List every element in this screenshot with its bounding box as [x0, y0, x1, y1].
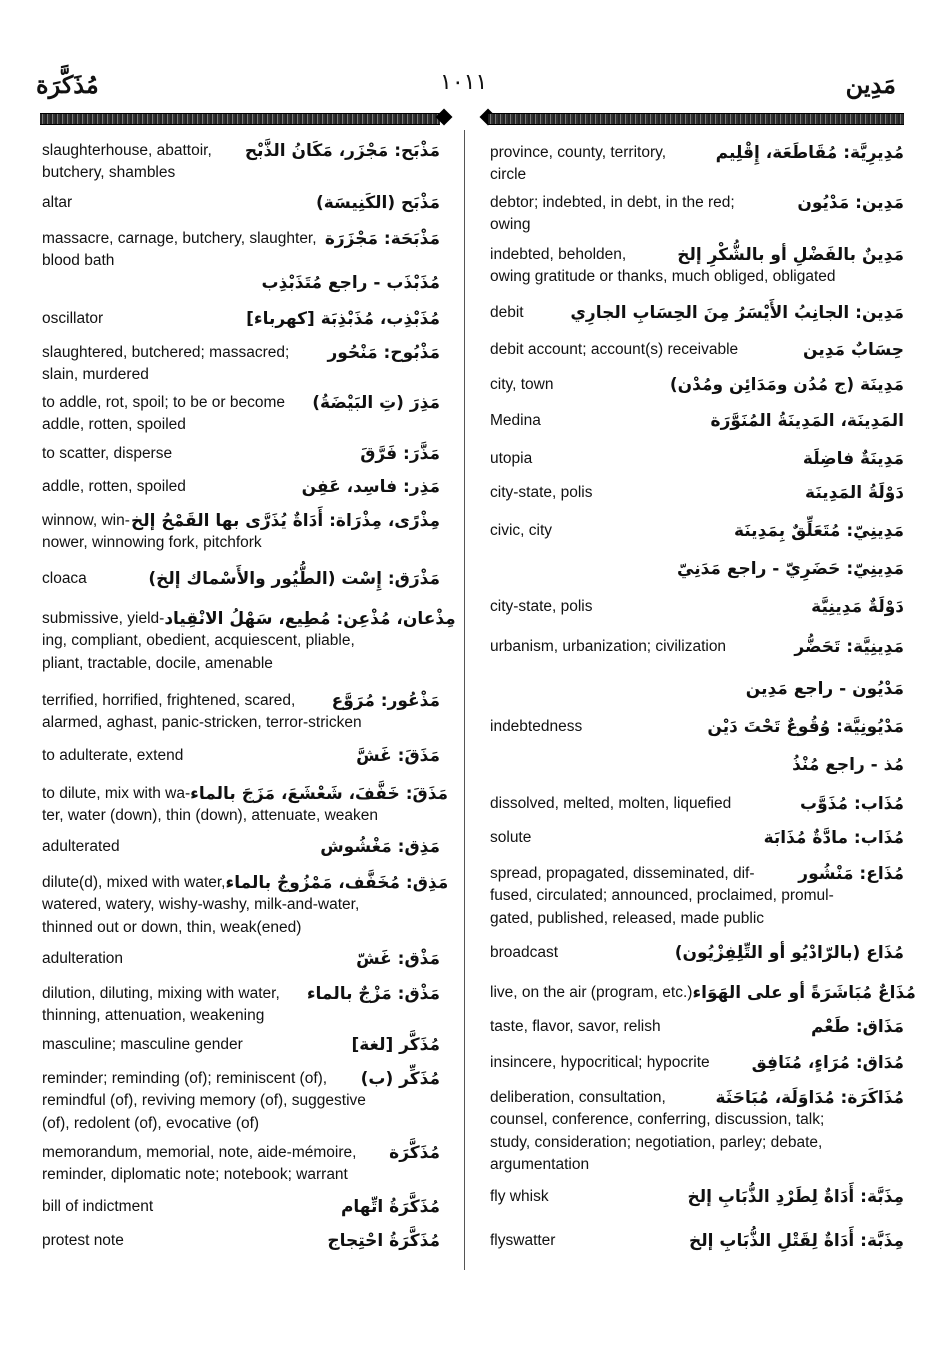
arabic-headword: مَدِينِيَّة: تَحَضُّر	[794, 637, 904, 657]
entry-first-line	[490, 192, 904, 214]
entry-first-line	[42, 228, 440, 250]
arabic-headword: مَذْق: مَزْجٌ بالماء	[306, 984, 440, 1004]
entry-first-line	[42, 443, 440, 465]
guide-word-right: مَدِين	[845, 70, 896, 99]
english-definition: city-state, polis	[490, 484, 593, 501]
english-definition: reminder; reminding (of); reminiscent (of),	[42, 1070, 328, 1087]
definition-continuation: fused, circulated; announced, proclaimed, promul-	[490, 887, 834, 904]
arabic-headword: مَدِينَةٌ فاضِلَة	[802, 449, 904, 469]
entry-first-line	[42, 392, 440, 414]
arabic-headword: مَذَقَ: غَشَّ	[356, 746, 440, 766]
dictionary-entry	[42, 872, 449, 939]
arabic-headword: مِذْعان، مُذْعِن: مُطِيع، سَهْلُ الانْقِياد	[164, 609, 456, 629]
english-definition: deliberation, consultation,	[490, 1089, 666, 1106]
dictionary-entry	[490, 558, 904, 580]
arabic-headword: دَوْلَةٌ مَدِينِيَّة	[811, 597, 904, 617]
dictionary-entry	[42, 1142, 440, 1187]
dictionary-entry	[42, 308, 440, 330]
arabic-headword: مَدِين: مَدْيُون	[797, 193, 904, 213]
dictionary-entry	[490, 1186, 904, 1208]
header-rule-right	[488, 113, 904, 125]
dictionary-entry	[490, 142, 904, 187]
arabic-headword: مَذْبَحَة: مَجْزَرَة	[324, 229, 440, 249]
dictionary-entry	[490, 863, 904, 930]
arabic-headword: مَذْعُور: مُرَوَّع	[331, 691, 440, 711]
dictionary-entry	[42, 228, 440, 273]
arabic-headword: مُذَبْذَب - راجع مُتَذَبْذِب	[261, 273, 440, 293]
dictionary-entry	[490, 410, 904, 432]
dictionary-entry	[42, 510, 440, 555]
arabic-headword: حِسَابٌ مَدِين	[803, 340, 904, 360]
entry-first-line	[42, 308, 440, 330]
dictionary-entry	[42, 1230, 440, 1252]
dictionary-entry	[490, 942, 904, 964]
dictionary-entry	[490, 192, 904, 237]
definition-continuation: butchery, shambles	[42, 164, 176, 181]
entry-first-line	[42, 1142, 440, 1164]
entry-first-line	[490, 1087, 904, 1109]
arabic-headword: مَذْبَح: مَجْزَر، مَكَانُ الذَّبْح	[244, 141, 440, 161]
english-definition: dilute(d), mixed with water,	[42, 874, 226, 891]
definition-continuation: thinned out or down, thin, weak(ened)	[42, 918, 302, 936]
english-definition: adulteration	[42, 950, 124, 967]
dictionary-entry	[490, 520, 904, 542]
definition-continuation: owing gratitude or thanks, much obliged, obligated	[490, 268, 836, 285]
entry-first-line	[490, 302, 904, 324]
entry-first-line	[490, 716, 904, 738]
arabic-headword: مُذَاكَرَة: مُدَاوَلَة، مُبَاحَثَة	[715, 1088, 904, 1108]
dictionary-entry	[42, 836, 440, 858]
entry-first-line	[42, 140, 440, 162]
entry-first-line	[42, 836, 440, 858]
english-definition: cloaca	[42, 570, 87, 587]
arabic-headword: مَدِينَة (ج مُدُن ومَدَائِن ومُدْن)	[669, 375, 904, 395]
entry-first-line	[490, 448, 904, 470]
entry-first-line	[42, 690, 440, 712]
english-definition: urbanism, urbanization; civilization	[490, 638, 727, 655]
english-definition: slaughterhouse, abattoir,	[42, 142, 212, 159]
english-definition: indebtedness	[490, 718, 583, 735]
english-definition: debtor; indebted, in debt, in the red;	[490, 194, 735, 211]
dictionary-entry	[42, 192, 440, 214]
arabic-headword: مَذْبَح (الكَنِيسَة)	[315, 193, 440, 213]
arabic-headword: مَذِق: مُخَفَّف، مَمْزُوجٌ بالماء	[225, 873, 449, 893]
entry-first-line	[490, 1016, 904, 1038]
entry-first-line	[42, 272, 440, 294]
entry-first-line	[490, 410, 904, 432]
english-definition: flyswatter	[490, 1232, 556, 1249]
arabic-headword: مُذ - راجع مُنْذُ	[792, 755, 904, 775]
entry-first-line	[490, 863, 904, 885]
arabic-headword: مُذَاع (بالرّادْيُو أو التِّلِفِزْيُون)	[674, 943, 904, 963]
arabic-headword: مَدِينِيّ: مُتَعَلِّقٌ بِمَدِينَة	[733, 521, 904, 541]
dictionary-entry	[42, 568, 440, 590]
entry-first-line	[490, 339, 904, 361]
entry-first-line	[42, 948, 440, 970]
entry-first-line	[490, 982, 916, 1004]
english-definition: adulterated	[42, 838, 120, 855]
dictionary-entry	[490, 982, 916, 1004]
arabic-headword: مُدِيرِيَّة: مُقَاطَعَة، إِقْلِيم	[715, 143, 904, 163]
arabic-headword: مَدِينٌ بالفَضْلِ أو بالشُّكْرِ إلخ	[677, 245, 904, 265]
column-divider	[464, 130, 465, 1270]
dictionary-entry	[490, 339, 904, 361]
english-definition: debit account; account(s) receivable	[490, 341, 739, 358]
english-definition: to addle, rot, spoil; to be or become	[42, 394, 285, 411]
definition-continuation: remindful (of), reviving memory (of), suggestive	[42, 1092, 366, 1109]
english-definition: Medina	[490, 412, 541, 429]
arabic-headword: مُذَاعٌ مُبَاشَرَةً أو على الهَوَاء	[692, 983, 916, 1003]
arabic-headword: مَدِين: الجانِبُ الأَيْسَرُ مِنَ الحِسَابِ الجارِي	[570, 303, 904, 323]
english-definition: live, on the air (program, etc.)	[490, 984, 693, 1001]
dictionary-entry	[42, 342, 440, 387]
english-definition: civic, city	[490, 522, 552, 539]
definition-continuation: counsel, conference, conferring, discussion, talk;	[490, 1111, 825, 1128]
arabic-headword: مَدْيُونِيَّة: وُقُوعٌ تَحْتَ دَيْن	[707, 717, 904, 737]
definition-continuation: nower, winnowing fork, pitchfork	[42, 534, 262, 551]
english-definition: winnow, win-	[42, 512, 130, 529]
entry-first-line	[42, 872, 449, 894]
dictionary-entry	[490, 482, 904, 504]
definition-continuation: thinning, attenuation, weakening	[42, 1007, 265, 1024]
dictionary-entry	[42, 1034, 440, 1056]
entry-first-line	[42, 745, 440, 767]
dictionary-entry	[490, 754, 904, 776]
entry-first-line	[490, 558, 904, 580]
dictionary-entry	[42, 745, 440, 767]
dictionary-entry	[42, 783, 449, 828]
english-definition: massacre, carnage, butchery, slaughter,	[42, 230, 317, 247]
dictionary-entry	[42, 948, 440, 970]
definition-continuation: study, consideration; negotiation, parley; debate,	[490, 1133, 823, 1151]
english-definition: insincere, hypocritical; hypocrite	[490, 1054, 710, 1071]
english-definition: city, town	[490, 376, 554, 393]
dictionary-entry	[490, 448, 904, 470]
definition-continuation: gated, published, released, made public	[490, 909, 765, 927]
entry-first-line	[490, 596, 904, 618]
entry-first-line	[490, 793, 904, 815]
entry-first-line	[42, 476, 440, 498]
arabic-headword: مُذَبْذِب، مُذَبْذِبَة [كهرباء]	[246, 309, 440, 329]
entry-first-line	[490, 374, 904, 396]
dictionary-entry	[490, 1016, 904, 1038]
dictionary-entry	[490, 374, 904, 396]
dictionary-entry	[42, 140, 440, 185]
dictionary-entry	[490, 1087, 904, 1177]
guide-word-left: مُذَكَّرَة	[36, 70, 99, 99]
english-definition: indebted, beholden,	[490, 246, 627, 263]
english-definition: solute	[490, 829, 532, 846]
entry-first-line	[42, 342, 440, 364]
arabic-headword: مَذْبُوح: مَنْحُور	[327, 343, 440, 363]
english-definition: slaughtered, butchered; massacred;	[42, 344, 290, 361]
dictionary-entry	[490, 244, 904, 289]
english-definition: oscillator	[42, 310, 104, 327]
entry-first-line	[42, 1196, 440, 1218]
definition-continuation: ter, water (down), thin (down), attenuate, weaken	[42, 807, 379, 824]
arabic-headword: دَوْلَةُ المَدِينَة	[805, 483, 904, 503]
dictionary-entry	[490, 636, 904, 658]
english-definition: fly whisk	[490, 1188, 549, 1205]
entry-first-line	[42, 1068, 440, 1090]
entry-first-line	[490, 678, 904, 700]
english-definition: dilution, diluting, mixing with water,	[42, 985, 280, 1002]
definition-continuation: ing, compliant, obedient, acquiescent, pliable,	[42, 632, 355, 649]
entry-first-line	[490, 482, 904, 504]
english-definition: protest note	[42, 1232, 124, 1249]
entry-first-line	[490, 1230, 904, 1252]
definition-continuation: argumentation	[490, 1156, 590, 1173]
entry-first-line	[490, 942, 904, 964]
english-definition: spread, propagated, disseminated, dif-	[490, 865, 755, 882]
entry-first-line	[42, 783, 449, 805]
arabic-headword: مُذَاع: مَنْشُور	[798, 864, 904, 884]
entry-first-line	[42, 1034, 440, 1056]
dictionary-entry	[42, 1196, 440, 1218]
english-definition: dissolved, melted, molten, liquefied	[490, 795, 732, 812]
page-header	[0, 70, 936, 110]
english-definition: altar	[42, 194, 73, 211]
arabic-headword: مُذَكَّرَة	[389, 1143, 440, 1163]
definition-continuation: blood bath	[42, 252, 115, 269]
definition-continuation: reminder, diplomatic note; notebook; warrant	[42, 1166, 348, 1183]
entry-first-line	[490, 1186, 904, 1208]
english-definition: memorandum, memorial, note, aide-mémoire,	[42, 1144, 357, 1161]
definition-continuation: owing	[490, 216, 531, 233]
entry-first-line	[490, 244, 904, 266]
arabic-headword: مَذَّرَ: فَرَّقَ	[360, 444, 440, 464]
dictionary-entry	[42, 690, 440, 735]
english-definition: province, county, territory,	[490, 144, 667, 161]
entry-first-line	[490, 520, 904, 542]
arabic-headword: مُذَكَّرَةُ اتِّهام	[340, 1197, 440, 1217]
arabic-headword: مُذَاب: مادَّةٌ مُذَابَة	[763, 828, 904, 848]
definition-continuation: slain, murdered	[42, 366, 149, 383]
arabic-headword: مَذِر: فاسِد، عَفِن	[301, 477, 440, 497]
entry-first-line	[490, 636, 904, 658]
dictionary-entry	[490, 1230, 904, 1252]
arabic-headword: مِذَبَّة: أَدَاةٌ لِقَتْلِ الذُّبَابِ إلخ	[689, 1231, 904, 1251]
english-definition: terrified, horrified, frightened, scared,	[42, 692, 296, 709]
dictionary-entry	[42, 392, 440, 437]
arabic-headword: مُذَكِّر (ب)	[360, 1069, 440, 1089]
dictionary-entry	[490, 827, 904, 849]
english-definition: to adulterate, extend	[42, 747, 184, 764]
english-definition: taste, flavor, savor, relish	[490, 1018, 661, 1035]
arabic-headword: المَدِينَة، المَدِينَةُ المُنَوَّرَة	[710, 411, 904, 431]
english-definition: to dilute, mix with wa-	[42, 785, 191, 802]
entry-first-line	[490, 827, 904, 849]
arabic-headword: مُدَاق: مُرَاءٍ، مُنَافِق	[751, 1053, 904, 1073]
english-definition: debit	[490, 304, 524, 321]
dictionary-entry	[490, 302, 904, 324]
dictionary-entry	[42, 1068, 440, 1135]
entry-first-line	[490, 1052, 904, 1074]
arabic-headword: مَذْق: غَشّ	[356, 949, 440, 969]
dictionary-entry	[42, 272, 440, 294]
arabic-headword: مَذِق: مَغْشُوش	[320, 837, 440, 857]
definition-continuation: addle, rotten, spoiled	[42, 416, 186, 433]
arabic-headword: مِذَبَّة: أَدَاةٌ لِطَرْدِ الذُّبَابِ إلخ	[687, 1187, 904, 1207]
entry-first-line	[42, 983, 440, 1005]
arabic-headword: مَدِينِيّ: حَضَرِيّ - راجع مَدَنِيّ	[677, 559, 904, 579]
dictionary-entry	[42, 476, 440, 498]
english-definition: bill of indictment	[42, 1198, 154, 1215]
arabic-headword: مُذَاب: مُذَوَّب	[800, 794, 904, 814]
entry-first-line	[490, 754, 904, 776]
english-definition: to scatter, disperse	[42, 445, 173, 462]
entry-first-line	[42, 568, 440, 590]
arabic-headword: مِذْرًى، مِذْرَاة: أَدَاةٌ يُذَرَّى بها القَمْحُ إلخ	[130, 511, 440, 531]
arabic-headword: مَذَقَ: خَفَّفَ، شَعْشَعَ، مَزَجَ بالماء	[190, 784, 449, 804]
entry-first-line	[42, 192, 440, 214]
entry-first-line	[42, 510, 440, 532]
entry-first-line	[490, 142, 904, 164]
definition-continuation: circle	[490, 166, 527, 183]
arabic-headword: مُذَكَّر [لغة]	[351, 1035, 440, 1055]
dictionary-entry	[42, 608, 456, 675]
header-rule-left	[40, 113, 440, 125]
dictionary-entry	[490, 1052, 904, 1074]
dictionary-entry	[42, 983, 440, 1028]
english-definition: utopia	[490, 450, 533, 467]
dictionary-entry	[490, 793, 904, 815]
arabic-headword: مَذْرَق: إِسْت (الطُّيُور والأَسْماك إلخ)	[148, 569, 440, 589]
english-definition: masculine; masculine gender	[42, 1036, 243, 1053]
arabic-headword: مَدْيُون - راجع مَدِين	[745, 679, 904, 699]
arabic-headword: مَذَاق: طَعْم	[810, 1017, 904, 1037]
definition-continuation: pliant, tractable, docile, amenable	[42, 654, 273, 672]
page-number: ١٠١١	[440, 70, 488, 95]
definition-continuation: (of), redolent (of), evocative (of)	[42, 1114, 260, 1132]
arabic-headword: مُذَكَّرَةُ احْتِجاج	[327, 1231, 440, 1251]
english-definition: submissive, yield-	[42, 610, 165, 627]
dictionary-entry	[490, 678, 904, 700]
dictionary-entry	[490, 716, 904, 738]
arabic-headword: مَذِرَ (تِ البَيْضَةُ)	[312, 393, 440, 413]
english-definition: addle, rotten, spoiled	[42, 478, 186, 495]
definition-continuation: alarmed, aghast, panic-stricken, terror-stricken	[42, 714, 362, 731]
entry-first-line	[42, 1230, 440, 1252]
english-definition: broadcast	[490, 944, 559, 961]
english-definition: city-state, polis	[490, 598, 593, 615]
dictionary-entry	[490, 596, 904, 618]
definition-continuation: watered, watery, wishy-washy, milk-and-water,	[42, 896, 360, 913]
entry-first-line	[42, 608, 456, 630]
dictionary-entry	[42, 443, 440, 465]
